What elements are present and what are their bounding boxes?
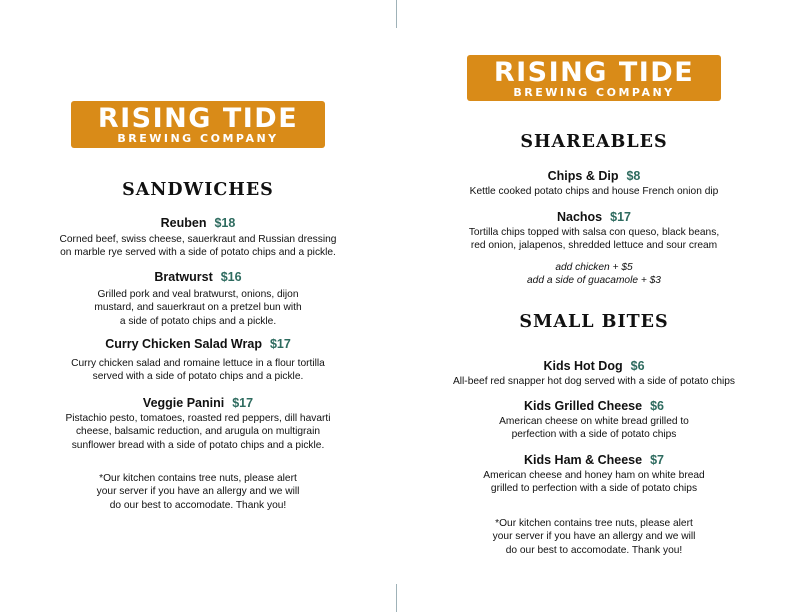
item-name: Reuben (160, 216, 207, 230)
desc-line: Corned beef, swiss cheese, sauerkraut and Russian dressing (59, 234, 337, 245)
desc-line: served with a side of potato chips and a pickle. (92, 371, 304, 383)
logo-title: RISING TIDE (493, 57, 695, 88)
item-name: Bratwurst (154, 270, 213, 284)
desc-line: perfection with a side of potato chips (511, 429, 677, 441)
note-line: do our best to accomodate. Thank you! (109, 499, 287, 511)
brand-logo (467, 55, 721, 101)
note-line: do our best to accomodate. Thank you! (505, 544, 683, 556)
menu-item-kids-hot-dog (396, 358, 792, 388)
item-heading (396, 398, 792, 414)
menu-item-kids-grilled-cheese (396, 398, 792, 442)
desc-line: on marble rye served with a side of potato chips and a pickle. (60, 247, 336, 259)
item-description (0, 412, 396, 452)
item-heading (0, 269, 396, 285)
allergy-note (0, 472, 396, 512)
item-price: $8 (626, 169, 641, 183)
item-price: $7 (650, 453, 664, 467)
brand-logo (71, 101, 325, 148)
menu-item-reuben (0, 215, 396, 260)
desc-line: Kettle cooked potato chips and house French onion dip (469, 186, 719, 197)
item-price: $18 (214, 216, 236, 230)
item-name: Kids Ham & Cheese (523, 453, 643, 467)
fold-line-bottom (396, 584, 397, 612)
item-heading (396, 168, 792, 184)
logo-title: RISING TIDE (97, 103, 299, 134)
note-line: your server if you have an allergy and we will (96, 486, 300, 498)
logo-subtitle: BREWING COMPANY (513, 86, 675, 99)
item-description (396, 185, 792, 198)
desc-line: Pistachio pesto, tomatoes, roasted red peppers, dill havarti (65, 413, 331, 424)
section-title-small-bites: SMALL BITES (519, 312, 669, 332)
menu-item-curry-chicken-salad-wrap (0, 336, 396, 384)
menu-item-kids-ham-and-cheese (396, 452, 792, 496)
desc-line: mustard, and sauerkraut on a pretzel bun with (94, 302, 302, 314)
item-price: $16 (220, 270, 242, 284)
desc-line: red onion, jalapenos, shredded lettuce and sour cream (470, 240, 718, 252)
item-heading (396, 209, 792, 225)
desc-line: grilled to perfection with a side of potato chips (490, 483, 698, 495)
item-price: $17 (610, 210, 631, 224)
item-price: $17 (232, 396, 254, 410)
item-name: Curry Chicken Salad Wrap (105, 337, 262, 351)
item-heading (396, 358, 792, 374)
menu-item-chips-and-dip (396, 168, 792, 198)
item-name: Veggie Panini (142, 396, 225, 410)
desc-line: cheese, balsamic reduction, and arugula on multigrain (75, 426, 321, 438)
menu-item-veggie-panini (0, 395, 396, 452)
item-name: Nachos (556, 210, 603, 224)
section-title-sandwiches: SANDWICHES (122, 180, 274, 200)
desc-line: Tortilla chips topped with salsa con queso, black beans, (468, 227, 720, 238)
item-price: $6 (650, 399, 664, 413)
item-price: $6 (630, 359, 645, 373)
desc-line: sunflower bread with a side of potato chips and a pickle. (71, 439, 325, 451)
item-name: Kids Hot Dog (543, 359, 623, 373)
note-line: *Our kitchen contains tree nuts, please alert (495, 518, 693, 529)
item-heading (0, 395, 396, 411)
addon-line: add chicken + $5 (555, 261, 633, 273)
logo-subtitle: BREWING COMPANY (117, 132, 279, 145)
allergy-note (396, 517, 792, 557)
item-heading (0, 215, 396, 231)
item-description (0, 288, 396, 328)
desc-line: a side of potato chips and a pickle. (119, 315, 277, 327)
item-description (396, 375, 792, 388)
note-line: your server if you have an allergy and we will (492, 531, 696, 543)
desc-line: All-beef red snapper hot dog served with a side of potato chips (452, 376, 736, 387)
menu-item-bratwurst (0, 269, 396, 328)
item-heading (396, 452, 792, 468)
item-price: $17 (269, 337, 291, 351)
fold-line-top (396, 0, 397, 28)
item-description (0, 357, 396, 384)
item-heading (0, 336, 396, 352)
item-addons (396, 261, 792, 288)
note-line: *Our kitchen contains tree nuts, please alert (99, 473, 297, 484)
item-description (396, 415, 792, 442)
menu-item-nachos (396, 209, 792, 288)
desc-line: American cheese and honey ham on white bread (483, 470, 705, 481)
item-description (396, 226, 792, 253)
item-description (0, 233, 396, 260)
item-name: Kids Grilled Cheese (523, 399, 643, 413)
desc-line: Curry chicken salad and romaine lettuce in a flour tortilla (71, 358, 325, 369)
desc-line: American cheese on white bread grilled to (499, 416, 689, 427)
desc-line: Grilled pork and veal bratwurst, onions, dijon (97, 289, 299, 300)
addon-line: add a side of guacamole + $3 (527, 275, 661, 287)
item-name: Chips & Dip (547, 169, 619, 183)
item-description (396, 469, 792, 496)
section-title-shareables: SHAREABLES (520, 132, 668, 152)
